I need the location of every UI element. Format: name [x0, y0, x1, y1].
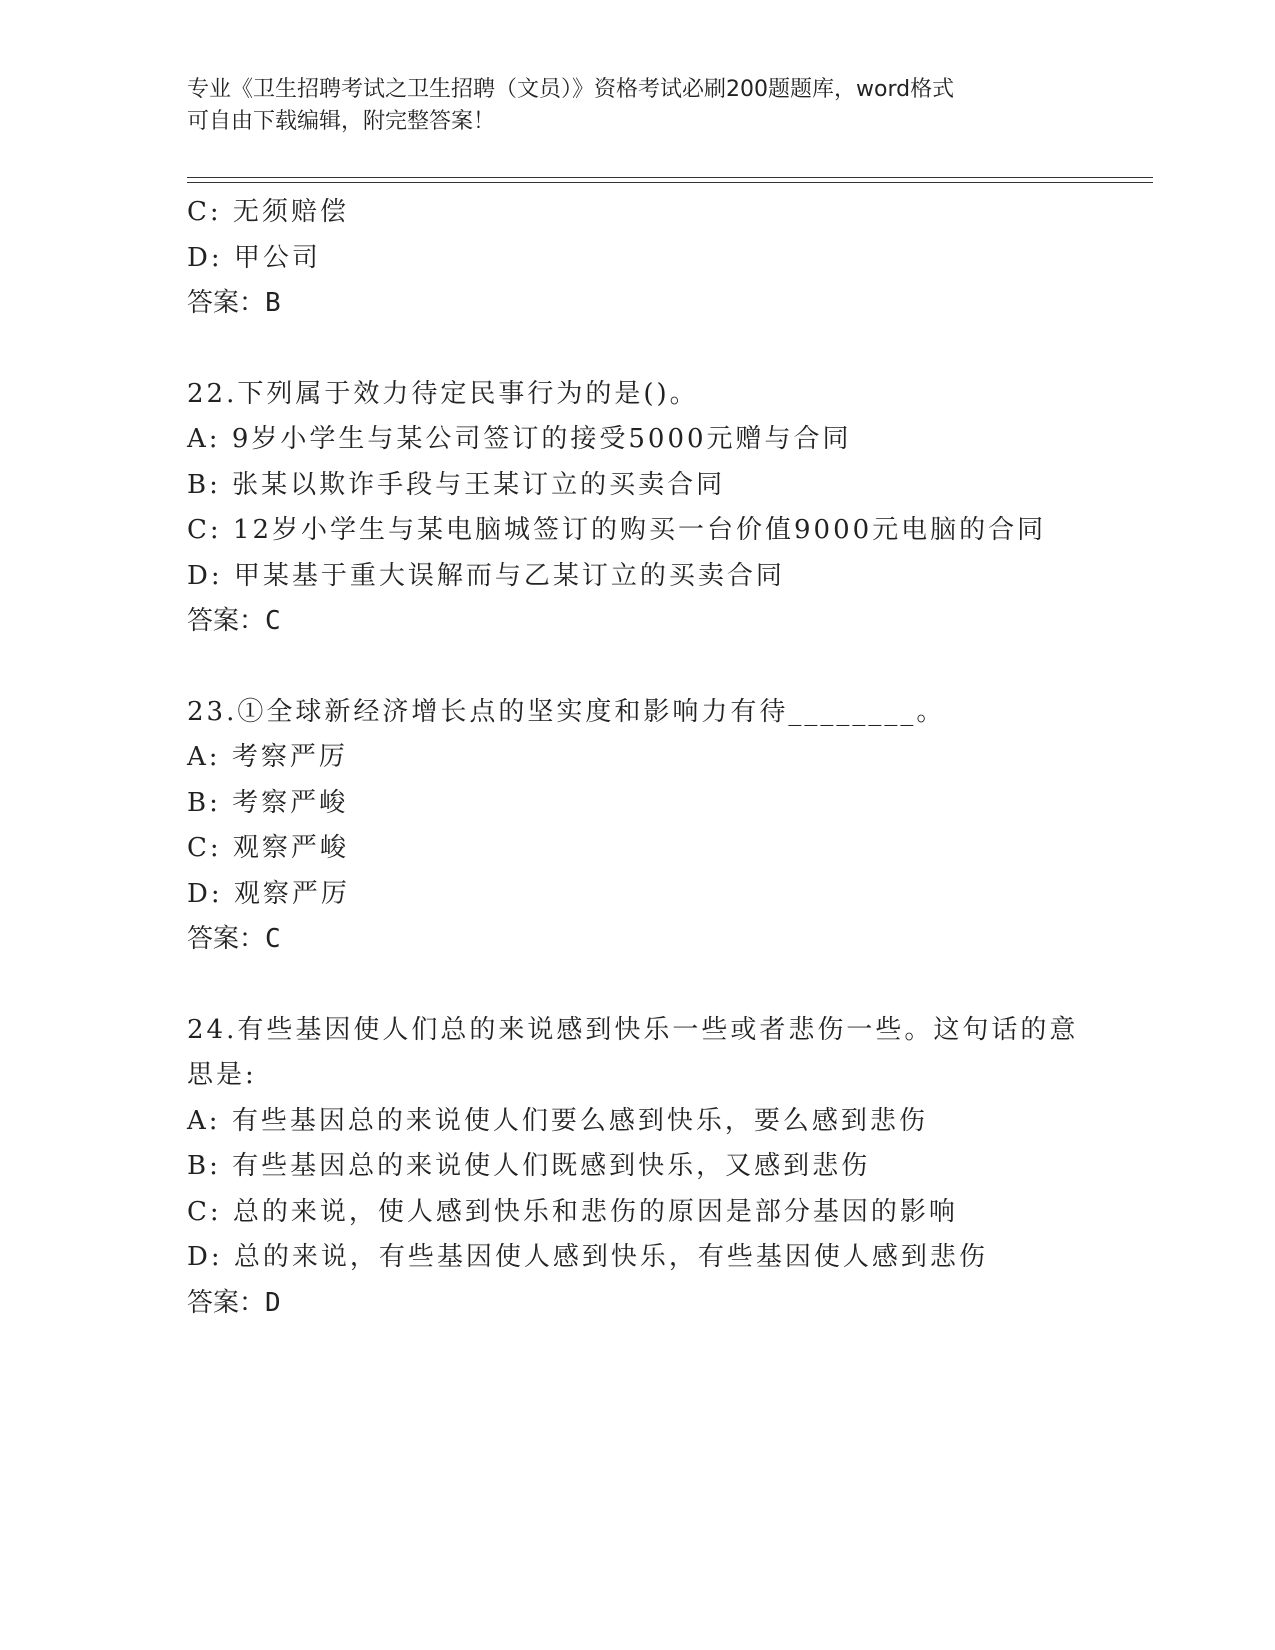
option-text: 有些基因总的来说使人们既感到快乐，又感到悲伤 — [232, 1151, 871, 1181]
answer-value: D — [265, 1287, 281, 1318]
option-c — [187, 1190, 1087, 1236]
option-label: A: — [187, 424, 221, 454]
option-text: 总的来说，使人感到快乐和悲伤的原因是部分基因的影响 — [232, 1196, 958, 1227]
option-d — [187, 872, 1087, 918]
option-c — [187, 826, 1087, 872]
header-title-line-2: 可自由下载编辑，附完整答案！ — [187, 109, 496, 134]
option-b — [187, 1144, 1087, 1190]
header-rule-top — [187, 177, 1153, 178]
document-body — [187, 190, 1087, 1326]
question-stem: 23.①全球新经济增长点的坚实度和影响力有待________。 — [187, 696, 946, 727]
answer-line — [187, 281, 1087, 327]
option-text: 观察严峻 — [232, 833, 349, 863]
option-label: A: — [187, 742, 221, 772]
question-stem-line-2: 思是: — [187, 1060, 257, 1090]
option-label: D: — [187, 1242, 223, 1272]
answer-value: C — [265, 606, 281, 636]
option-text: 张某以欺诈手段与王某订立的买卖合同 — [232, 469, 726, 500]
option-text: 观察严厉 — [233, 878, 350, 909]
header-rule-bottom — [187, 182, 1153, 183]
option-label: C: — [187, 515, 222, 545]
option-label: D: — [187, 242, 223, 273]
option-c — [187, 508, 1087, 554]
answer-label: 答案： — [187, 924, 266, 954]
question-stem: 22.下列属于效力待定民事行为的是()。 — [187, 378, 699, 409]
option-text: 甲某基于重大误解而与乙某订立的买卖合同 — [233, 560, 785, 591]
answer-line — [187, 599, 1087, 645]
option-label: B: — [187, 1151, 221, 1181]
option-d — [187, 236, 1087, 282]
option-b — [187, 781, 1087, 827]
answer-label: 答案： — [187, 606, 266, 636]
option-text: 总的来说，有些基因使人感到快乐，有些基因使人感到悲伤 — [233, 1242, 988, 1272]
header-title-line-1: 专业《卫生招聘考试之卫生招聘（文员）》资格考试必刷200题题库，word格式 — [187, 77, 955, 102]
answer-value: B — [265, 288, 281, 318]
document-header — [187, 74, 1067, 138]
answer-value: C — [265, 924, 281, 954]
option-label: B: — [187, 787, 221, 818]
option-c — [187, 190, 1087, 236]
option-label: D: — [187, 878, 223, 909]
option-a — [187, 417, 1087, 463]
option-label: C: — [187, 1196, 222, 1227]
option-a — [187, 735, 1087, 781]
question-stem-line-1: 24.有些基因使人们总的来说感到快乐一些或者悲伤一些。这句话的意 — [187, 1014, 1079, 1045]
answer-label: 答案： — [187, 1287, 266, 1318]
question-24 — [187, 1008, 1087, 1327]
option-d — [187, 1235, 1087, 1281]
option-label: C: — [187, 197, 222, 227]
option-text: 甲公司 — [233, 242, 321, 273]
option-text: 9岁小学生与某公司签订的接受5000元赠与合同 — [231, 424, 852, 454]
option-text: 有些基因总的来说使人们要么感到快乐，要么感到悲伤 — [231, 1105, 928, 1136]
option-text: 12岁小学生与某电脑城签订的购买一台价值9000元电脑的合同 — [232, 515, 1047, 545]
question-23 — [187, 690, 1087, 963]
option-b — [187, 463, 1087, 509]
answer-label: 答案： — [187, 288, 266, 318]
option-label: C: — [187, 833, 222, 863]
option-label: B: — [187, 469, 221, 500]
option-text: 考察严峻 — [232, 787, 349, 818]
option-text: 无须赔偿 — [232, 197, 349, 227]
option-a — [187, 1099, 1087, 1145]
option-text: 考察严厉 — [231, 742, 348, 772]
answer-line — [187, 1281, 1087, 1327]
option-label: A: — [187, 1105, 221, 1136]
question-22 — [187, 372, 1087, 645]
answer-line — [187, 917, 1087, 963]
option-d — [187, 554, 1087, 600]
question-21-partial — [187, 190, 1087, 327]
option-label: D: — [187, 560, 223, 591]
